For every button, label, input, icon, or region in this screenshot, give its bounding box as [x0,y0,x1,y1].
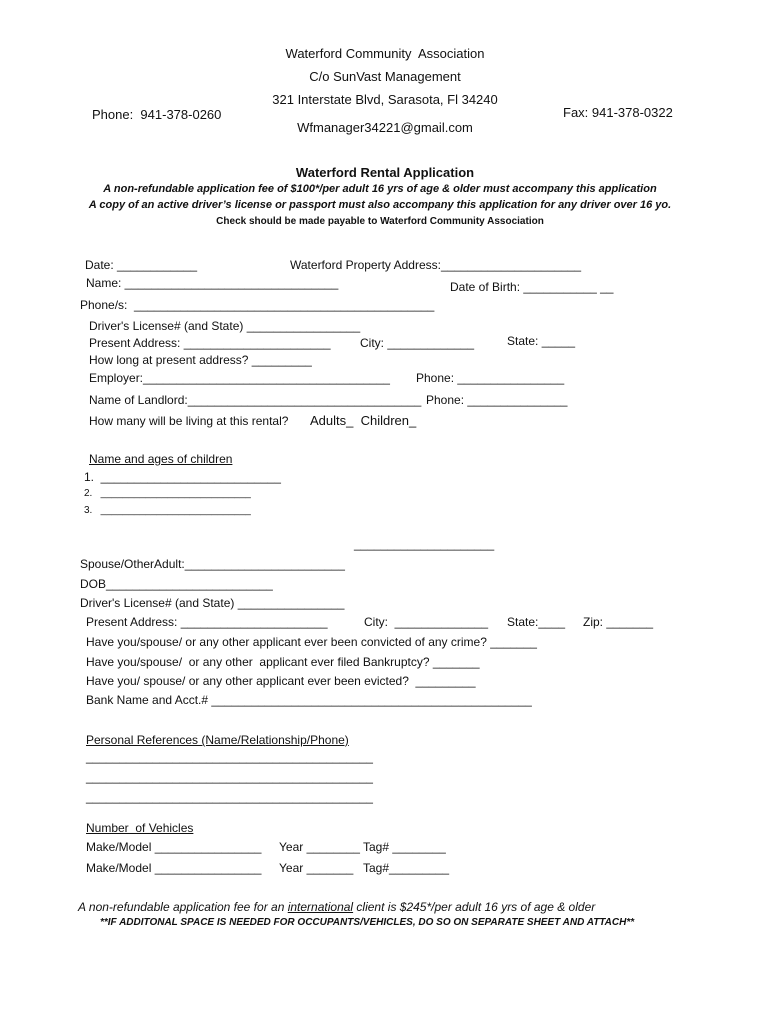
child-line-1[interactable]: 1. ___________________________ [84,470,281,484]
org-phone: Phone: 941-378-0260 [92,107,222,122]
bank-account-field[interactable]: Bank Name and Acct.# ________________________________________________ [86,693,532,707]
spouse-state-field[interactable]: State:____ [507,615,566,629]
vehicle-2-year-field[interactable]: Year _______ [279,861,354,875]
org-name: Waterford Community Association [285,46,485,61]
children-heading: Name and ages of children [89,452,233,466]
reference-line-2[interactable]: ___________________________________________ [86,770,373,784]
org-fax: Fax: 941-378-0322 [563,105,673,120]
living-counts-field[interactable]: Adults_ Children_ [310,413,417,428]
org-address: 321 Interstate Blvd, Sarasota, Fl 34240 [272,92,498,107]
evicted-question[interactable]: Have you/ spouse/ or any other applicant ever been evicted? _________ [86,674,476,688]
fee-note: A non-refundable application fee of $100*/per adult 16 yrs of age & older must accompany this application [103,183,657,195]
spouse-city-field[interactable]: City: ______________ [364,615,489,629]
how-long-field[interactable]: How long at present address? _________ [89,353,312,367]
reference-line-3[interactable]: ___________________________________________ [86,790,373,804]
present-address-field[interactable]: Present Address: ______________________ [89,336,331,350]
child-line-3[interactable]: 3. ___________________________ [84,505,251,516]
vehicles-heading: Number of Vehicles [86,821,194,835]
care-of: C/o SunVast Management [309,69,461,84]
references-heading: Personal References (Name/Relationship/Phone) [86,733,349,747]
spouse-license-field[interactable]: Driver's License# (and State) ________________ [80,596,345,610]
license-field[interactable]: Driver's License# (and State) _________________ [89,319,361,333]
employer-phone-field[interactable]: Phone: ________________ [416,371,565,385]
bankruptcy-question[interactable]: Have you/spouse/ or any other applicant ever filed Bankruptcy? _______ [86,655,480,669]
spouse-dob-field[interactable]: DOB_________________________ [80,577,273,591]
vehicle-1-tag-field[interactable]: Tag# ________ [363,840,446,854]
property-address-field[interactable]: Waterford Property Address:_____________________ [290,258,582,272]
living-question: How many will be living at this rental? [89,414,289,428]
org-email: Wfmanager34221@gmail.com [297,120,473,135]
international-fee-note [78,901,595,913]
vehicle-1-make-field[interactable]: Make/Model ________________ [86,840,262,854]
dob-field[interactable]: Date of Birth: ___________ __ [450,280,614,294]
date-field[interactable]: Date: ____________ [85,258,198,272]
name-field[interactable]: Name: ________________________________ [86,276,339,290]
city-field[interactable]: City: _____________ [360,336,475,350]
phone-field[interactable]: Phone/s: _____________________________________________ [80,298,435,312]
vehicle-1-year-field[interactable]: Year ________ [279,840,360,854]
intl-word: international [287,900,354,914]
vehicle-2-make-field[interactable]: Make/Model ________________ [86,861,262,875]
license-note: A copy of an active driver’s license or passport must also accompany this application for any driver over 16 yo. [88,199,672,211]
landlord-phone-field[interactable]: Phone: _______________ [426,393,568,407]
vehicle-2-tag-field[interactable]: Tag#_________ [363,861,450,875]
landlord-field[interactable]: Name of Landlord:___________________________________ [89,393,422,407]
payable-note: Check should be made payable to Waterford Community Association [216,216,544,227]
spouse-present-address-field[interactable]: Present Address: ______________________ [86,615,328,629]
spouse-name-field[interactable]: Spouse/OtherAdult:________________________ [80,557,345,571]
intl-post: client is $245*/per adult 16 yrs of age & older [353,900,596,914]
reference-line-1[interactable]: ___________________________________________ [86,750,373,764]
employer-field[interactable]: Employer:_____________________________________ [89,371,390,385]
page-title: Waterford Rental Application [295,165,475,180]
intl-pre: A non-refundable application fee for an [78,900,288,914]
section-divider: _____________________ [354,537,495,551]
spouse-zip-field[interactable]: Zip: _______ [583,615,654,629]
additional-space-note: **IF ADDITONAL SPACE IS NEEDED FOR OCCUPANTS/VEHICLES, DO SO ON SEPARATE SHEET AND ATTACH** [100,917,635,928]
state-field[interactable]: State: _____ [507,334,576,348]
crime-question[interactable]: Have you/spouse/ or any other applicant ever been convicted of any crime? _______ [86,635,537,649]
child-line-2[interactable]: 2. ___________________________ [84,488,251,499]
